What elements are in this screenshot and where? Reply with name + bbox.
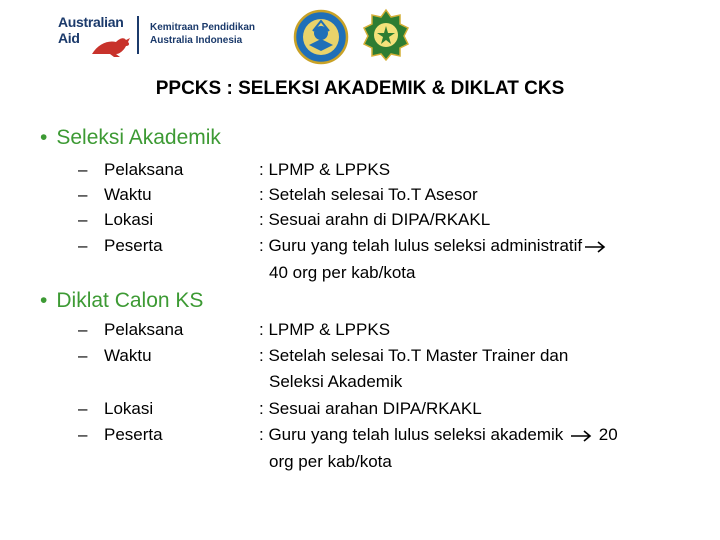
dash-marker: –: [78, 185, 88, 204]
item-value-text: : Guru yang telah lulus seleksi administratif: [259, 236, 583, 255]
dash-marker: –: [78, 399, 88, 418]
logo-divider: [137, 16, 139, 54]
item-label: Lokasi: [104, 399, 154, 418]
arrow-right-icon: [584, 241, 606, 253]
dash-marker: –: [78, 346, 88, 365]
slide-title: PPCKS : SELEKSI AKADEMIK & DIKLAT CKS: [155, 78, 565, 99]
item-value-continuation: Seleksi Akademik: [269, 372, 403, 391]
item-value: : LPMP & LPPKS: [259, 320, 391, 339]
item-label: Pelaksana: [104, 320, 184, 339]
partnership-line-2: Australia Indonesia: [150, 35, 243, 46]
item-value: : LPMP & LPPKS: [259, 160, 391, 179]
australian-aid-logo: [58, 14, 138, 56]
section-heading-diklat-calon-ks: [40, 289, 203, 313]
section-heading-seleksi-akademik: [40, 126, 221, 150]
kemdikbud-seal-icon: [293, 9, 349, 65]
item-value-text: : Guru yang telah lulus seleksi akademik: [259, 425, 564, 444]
item-label: Waktu: [104, 185, 152, 204]
item-label: Peserta: [104, 425, 163, 444]
logo-bar: [0, 0, 720, 70]
logo-word-australian: Australian: [58, 14, 124, 30]
dash-marker: –: [78, 210, 88, 229]
item-value: : Setelah selesai To.T Master Trainer dan: [259, 346, 569, 365]
partnership-line-1: Kemitraan Pendidikan: [150, 22, 256, 33]
dash-marker: –: [78, 236, 88, 255]
dash-marker: –: [78, 320, 88, 339]
dash-marker: –: [78, 160, 88, 179]
kemenag-seal-icon: [360, 8, 412, 62]
section-heading-text: Seleksi Akademik: [56, 126, 221, 149]
item-value: : Sesuai arahn di DIPA/RKAKL: [259, 210, 491, 229]
item-value-continuation: 40 org per kab/kota: [269, 263, 416, 282]
item-value: : Setelah selesai To.T Asesor: [259, 185, 478, 204]
kangaroo-icon: [86, 32, 138, 58]
item-label: Peserta: [104, 236, 163, 255]
partnership-logo-text: [150, 21, 255, 47]
dash-marker: –: [78, 425, 88, 444]
item-value: [259, 425, 618, 445]
item-label: Lokasi: [104, 210, 154, 229]
bullet-icon: •: [40, 289, 48, 312]
item-value-tail: 20: [598, 425, 618, 444]
item-value-continuation: org per kab/kota: [269, 452, 392, 471]
item-label: Pelaksana: [104, 160, 184, 179]
section-heading-text: Diklat Calon KS: [56, 289, 204, 312]
item-label: Waktu: [104, 346, 152, 365]
bullet-icon: •: [40, 126, 48, 149]
item-value: [259, 236, 608, 256]
arrow-right-icon: [570, 430, 592, 442]
item-value: : Sesuai arahan DIPA/RKAKL: [259, 399, 482, 418]
logo-word-aid: Aid: [58, 30, 80, 46]
